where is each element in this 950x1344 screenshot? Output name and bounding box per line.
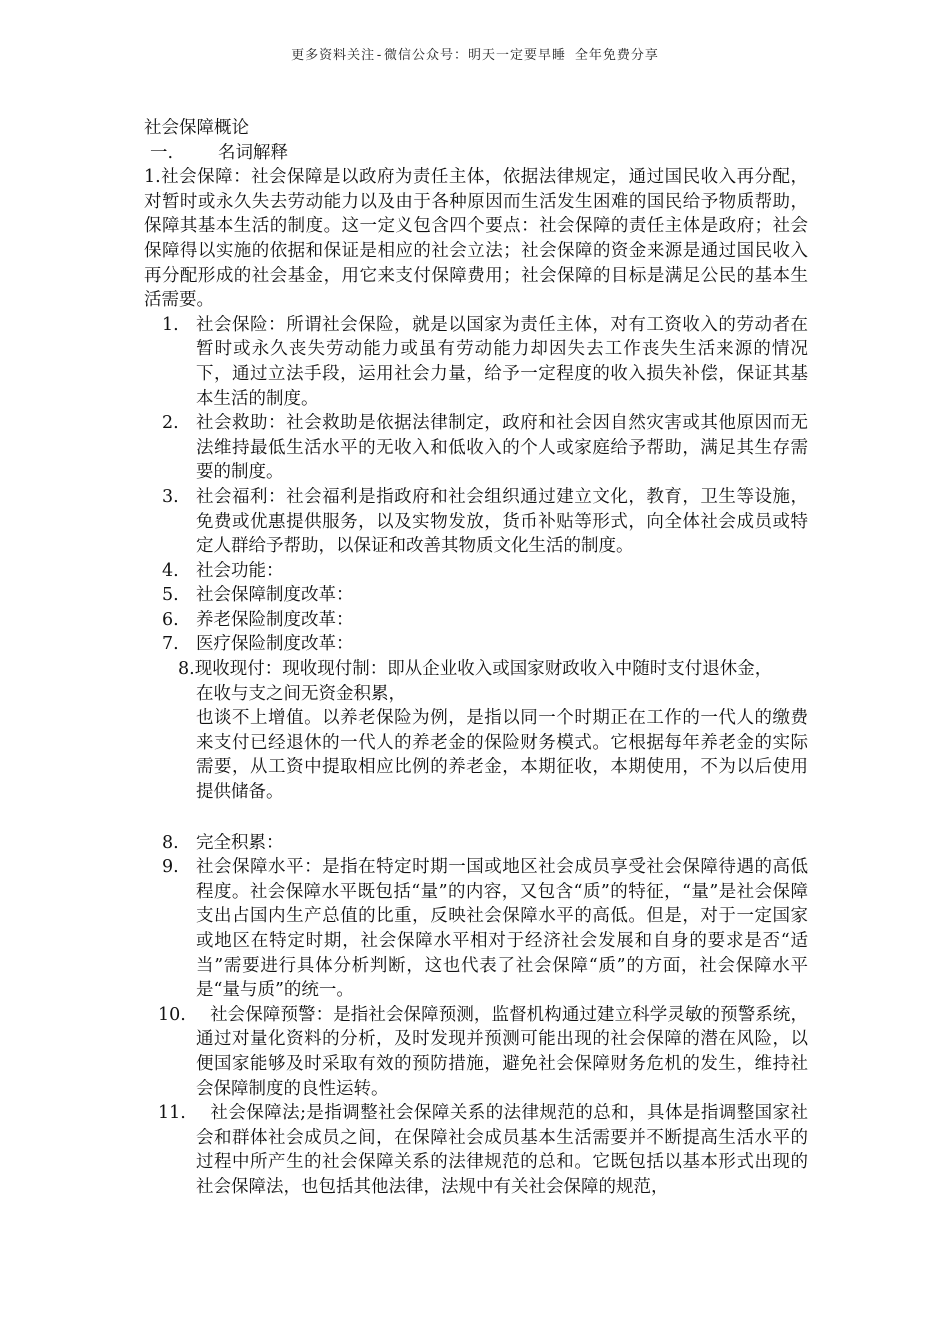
- item-text: 完全积累：: [196, 832, 284, 853]
- list-item: [144, 855, 808, 1003]
- list-item: [144, 1003, 808, 1101]
- list-item: [144, 608, 808, 633]
- item-text: 社会保障预警：是指社会保障预测，监督机构通过建立科学灵敏的预警系统，通过对量化资料的分析，及时发现并预测可能出现的社会保障的潜在风险，以便国家能够及时采取有效的预防措施，避免社会保障财务危机的发生，维持社会保障制度的良性运转。: [196, 1004, 808, 1099]
- item-number: 7.: [162, 634, 179, 655]
- item-number: 6.: [162, 609, 179, 630]
- section-title: 名词解释: [218, 142, 288, 163]
- item-text: 社会救助：社会救助是依据法律制定，政府和社会因自然灾害或其他原因而无法维持最低生活水平的无收入和低收入的个人或家庭给予帮助，满足其生存需要的制度。: [196, 413, 808, 483]
- definition-list-continued: [144, 831, 808, 1200]
- item-text: 社会保险：所谓社会保险，就是以国家为责任主体，对有工资收入的劳动者在暂时或永久丧失劳动能力或虽有劳动能力却因失去工作丧失生活来源的情况下，通过立法手段，运用社会力量，给予一定程度的收入损失补偿，保证其基本生活的制度。: [196, 314, 808, 409]
- item8-first-line: [178, 657, 808, 682]
- list-item: [144, 583, 808, 608]
- item-number: 3.: [162, 486, 179, 507]
- definition-list: [144, 313, 808, 657]
- item-number: 11.: [158, 1103, 186, 1124]
- list-item: [144, 313, 808, 411]
- watermark-header: 更多资料关注-微信公众号：明天一定要早睡 全年免费分享: [291, 48, 659, 63]
- item-text: 社会保障法;是指调整社会保障关系的法律规范的总和，具体是指调整国家社会和群体社会成员之间，在保障社会成员基本生活需要并不断提高生活水平的过程中所产生的社会保障关系的法律规范的总和。它既包括以基本形式出现的社会保障法，也包括其他法律，法规中有关社会保障的规范，: [196, 1103, 808, 1197]
- item-text: 社会功能：: [196, 560, 284, 581]
- item-number: 8.: [178, 659, 195, 680]
- list-item-pay-as-you-go: [144, 657, 808, 805]
- item-text: 社会福利：社会福利是指政府和社会组织通过建立文化，教育，卫生等设施，免费或优惠提供服务，以及实物发放，货币补贴等形式，向全体社会成员或特定人群给予帮助，以保证和改善其物质文化生活的制度。: [196, 486, 808, 557]
- list-item: [144, 632, 808, 657]
- section-heading: [144, 141, 808, 166]
- spacer: [144, 805, 808, 831]
- item-number: 5.: [162, 585, 179, 606]
- item-text: 社会保障制度改革：: [196, 585, 354, 606]
- item8-second-line: 在收与支之间无资金积累，: [196, 683, 406, 704]
- item-number: 1.: [162, 314, 179, 335]
- list-item: [144, 559, 808, 584]
- item-text: 社会保障水平：是指在特定时期一国或地区社会成员享受社会保障待遇的高低程度。社会保障水平既包括“量”的内容，又包含“质”的特征，“量”是社会保障支出占国内生产总值的比重，反映社会保障水平的高低。但是，对于一定国家或地区在特定时期，社会保障水平相对于经济社会发展和自身的要求是否“适当”需要进行具体分析判断，这也代表了社会保障“质”的方面，社会保障水平是“量与质”的统一。: [196, 857, 808, 1001]
- item-number: 9.: [162, 857, 179, 878]
- list-item: [144, 411, 808, 485]
- item-number: 2.: [162, 413, 179, 434]
- item-number: 4.: [162, 560, 179, 581]
- item8-continuation: 也谈不上增值。以养老保险为例，是指以同一个时期正在工作的一代人的缴费来支付已经退休的一代人的养老金的保险财务模式。它根据每年养老金的实际需要，从工资中提取相应比例的养老金，本期征收，本期使用，不为以后使用提供储备。: [196, 708, 808, 803]
- item-text: 养老保险制度改革：: [196, 609, 354, 630]
- item-number: 8.: [162, 832, 179, 853]
- definition-social-security: 1.社会保障：社会保障是以政府为责任主体，依据法律规定，通过国民收入再分配，对暂时或永久失去劳动能力以及由于各种原因而生活发生困难的国民给予物质帮助，保障其基本生活的制度。这一定义包含四个要点：社会保障的责任主体是政府；社会保障得以实施的依据和保证是相应的社会立法；社会保障的资金来源是通过国民收入再分配形成的社会基金，用它来支付保障费用；社会保障的目标是满足公民的基本生活需要。: [144, 167, 808, 311]
- item-text: 现收现付：现收现付制：即从企业收入或国家财政收入中随时支付退休金，: [194, 659, 773, 680]
- list-item: [144, 831, 808, 856]
- document-title: 社会保障概论: [144, 118, 249, 138]
- section-number: 一.: [150, 142, 174, 163]
- item-text: 医疗保险制度改革：: [196, 634, 354, 655]
- item-number: 10.: [158, 1004, 186, 1025]
- document-body: [144, 116, 808, 1200]
- list-item: [144, 485, 808, 559]
- list-item: [144, 1101, 808, 1199]
